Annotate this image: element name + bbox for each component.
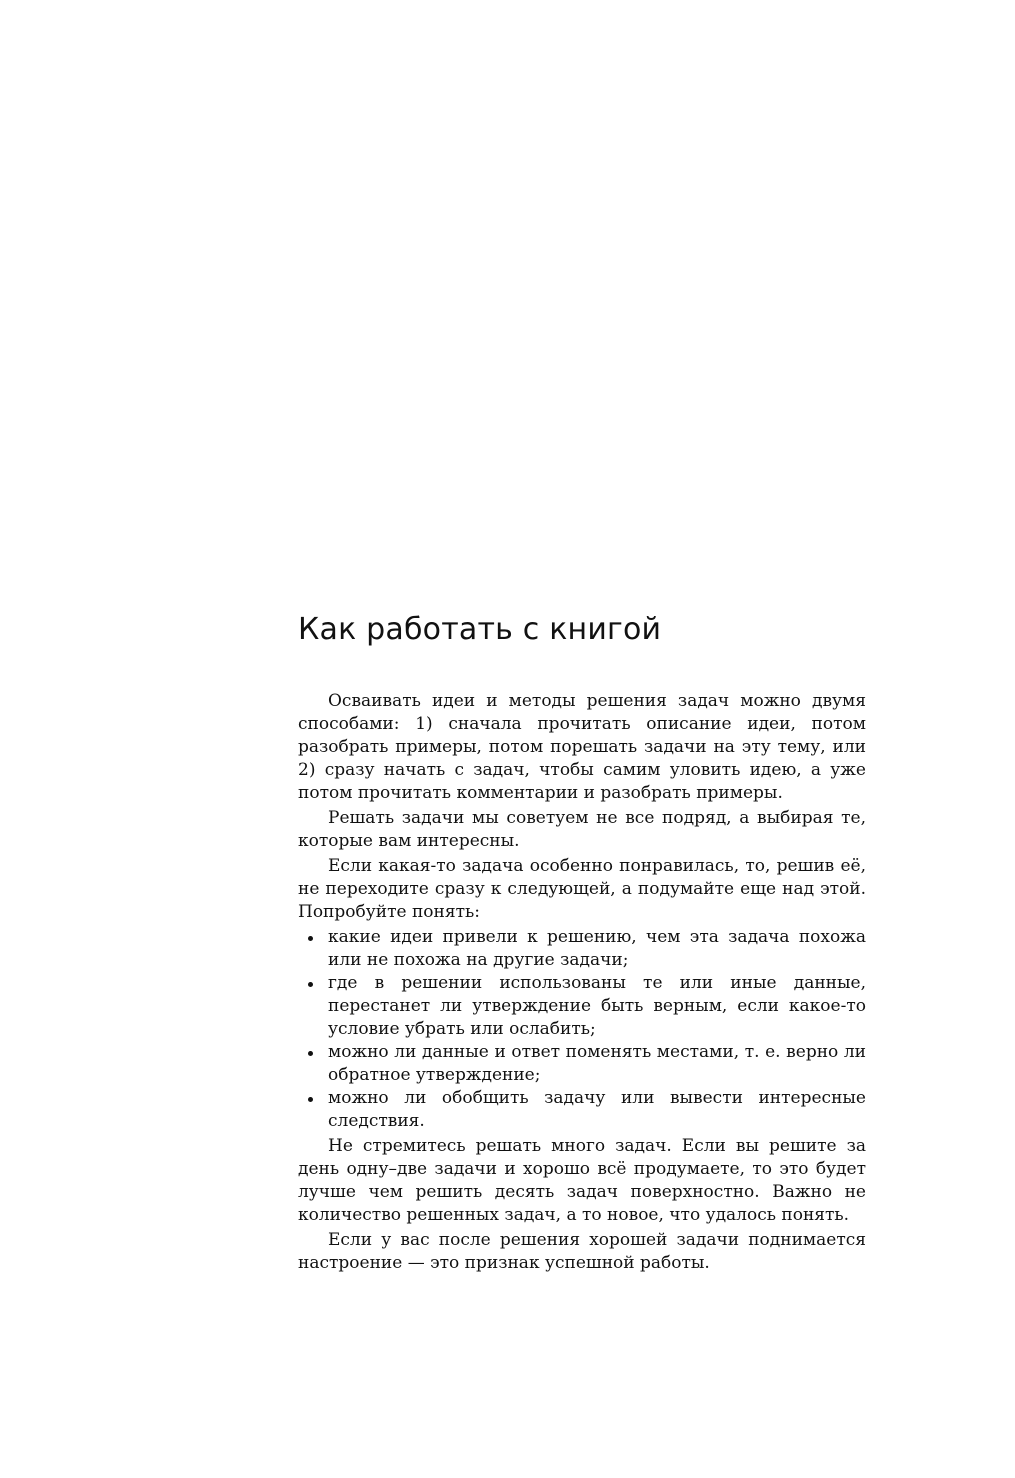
bullet-dot-icon [308, 936, 313, 941]
paragraph-intro-2: Решать задачи мы советуем не все подряд, а выбирая те, которые вам интересны. [298, 808, 866, 851]
bullet-item-4 [298, 1087, 866, 1133]
paragraph-intro-3: Если какая-то задача особенно понравилась, то, решив её, не переходите сразу к следующей, а подумайте еще над этой. Попробуйте понять: [298, 856, 866, 922]
bullet-dot-icon [308, 1051, 313, 1056]
bullet-item-1 [298, 926, 866, 972]
bullet-dot-icon [308, 1097, 313, 1102]
bullet-text-3: можно ли данные и ответ поменять местами, т. е. верно ли обратное утверждение; [328, 1042, 866, 1085]
bullet-text-1: какие идеи привели к решению, чем эта задача похожа или не похожа на другие задачи; [328, 927, 866, 970]
bullet-item-2 [298, 972, 866, 1041]
body-text [298, 690, 866, 1275]
paragraph-outro-2: Если у вас после решения хорошей задачи поднимается настроение — это признак успешной работы. [298, 1230, 866, 1273]
bullet-item-3 [298, 1041, 866, 1087]
paragraph-outro-1: Не стремитесь решать много задач. Если вы решите за день одну–две задачи и хорошо всё продумаете, то это будет лучше чем решить десять задач поверхностно. Важно не количество решенных задач, а то новое, что удалось понять. [298, 1136, 866, 1225]
paragraph-intro-1: Осваивать идеи и методы решения задач можно двумя способами: 1) сначала прочитать описание идеи, потом разобрать примеры, потом порешать задачи на эту тему, или 2) сразу начать с задач, чтобы самим уловить идею, а уже потом прочитать комментарии и разобрать примеры. [298, 691, 866, 803]
advice-bullet-list [298, 926, 866, 1133]
bullet-dot-icon [308, 982, 313, 987]
page-content [298, 612, 866, 1277]
chapter-title: Как работать с книгой [298, 612, 662, 647]
bullet-text-2: где в решении использованы те или иные данные, перестанет ли утверждение быть верным, если какое-то условие убрать или ослабить; [328, 973, 866, 1039]
bullet-text-4: можно ли обобщить задачу или вывести интересные следствия. [328, 1088, 866, 1131]
